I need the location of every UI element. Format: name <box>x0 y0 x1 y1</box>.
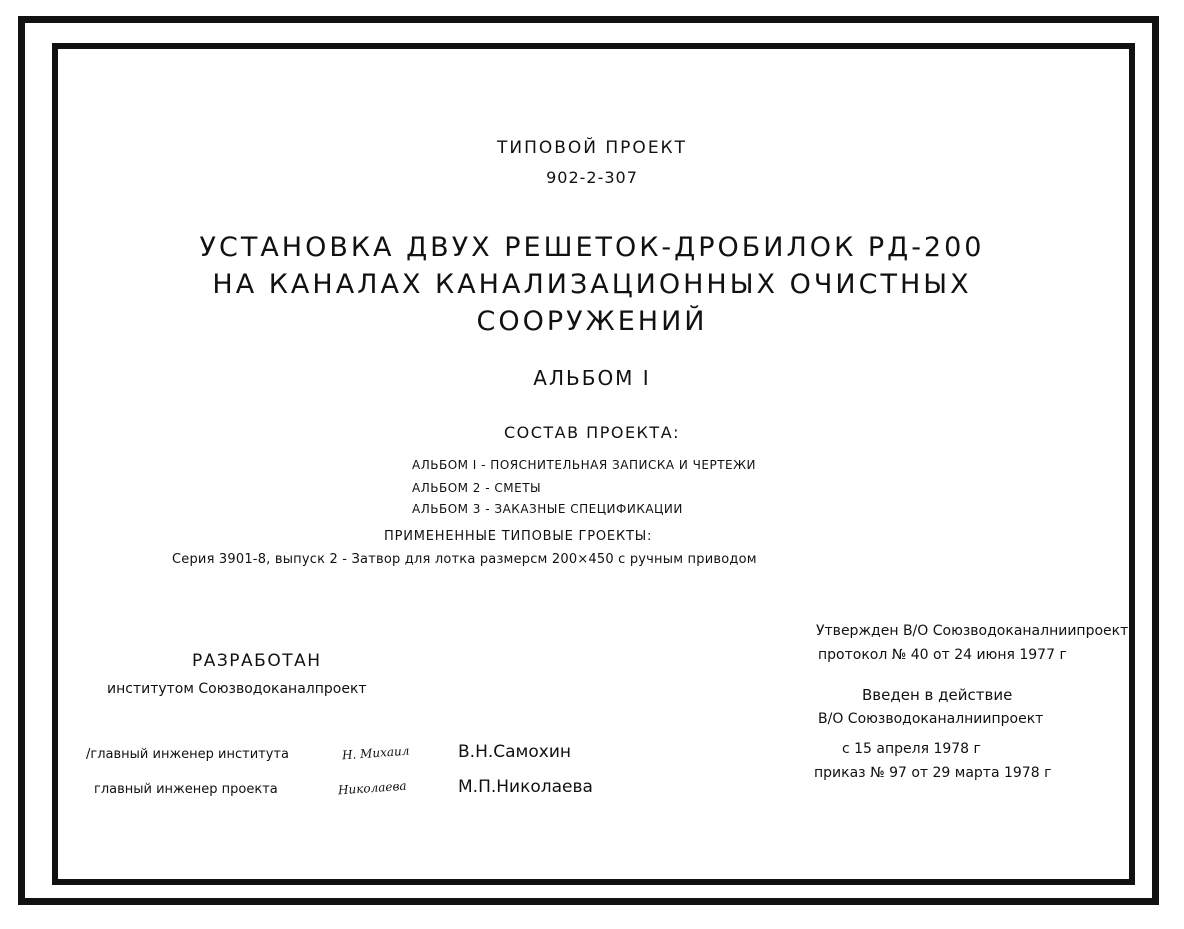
project-type: ТИПОВОЙ ПРОЕКТ <box>496 138 688 158</box>
developed-heading: РАЗРАБОТАН <box>192 651 322 671</box>
enactment-heading: Введен в действие <box>862 686 1013 704</box>
handwritten-signature: Николаева <box>337 778 408 798</box>
approval-line-1: Утвержден В/О Союзводоканалниипроект <box>816 623 1129 639</box>
handwritten-signature: Н. Михаил <box>341 743 410 763</box>
enactment-date: с 15 апреля 1978 г <box>842 741 981 757</box>
signature-name: В.Н.Самохин <box>458 742 571 762</box>
developed-by: институтом Союзводоканалпроект <box>107 681 367 697</box>
applied-series: Серия 3901-8, выпуск 2 - Затвор для лотка размерсм 200×450 с ручным приводом <box>172 552 757 567</box>
applied-heading: ПРИМЕНЕННЫЕ ТИПОВЫЕ ГРОЕКТЫ: <box>384 529 653 544</box>
title-line-2: НА КАНАЛАХ КАНАЛИЗАЦИОННЫХ ОЧИСТНЫХ <box>212 269 972 300</box>
composition-item: АЛЬБОМ I - ПОЯСНИТЕЛЬНАЯ ЗАПИСКА И ЧЕРТЕЖИ <box>412 458 757 472</box>
signature-role: /главный инженер института <box>86 747 289 762</box>
approval-line-2: протокол № 40 от 24 июня 1977 г <box>818 647 1067 663</box>
enactment-org: В/О Союзводоканалниипроект <box>818 711 1044 727</box>
composition-item: АЛЬБОМ 2 - СМЕТЫ <box>412 481 542 495</box>
album-label: АЛЬБОМ I <box>533 366 651 390</box>
enactment-order: приказ № 97 от 29 марта 1978 г <box>814 765 1052 781</box>
signature-name: М.П.Николаева <box>458 777 593 797</box>
project-number: 902-2-307 <box>546 168 638 187</box>
title-line-1: УСТАНОВКА ДВУХ РЕШЕТОК-ДРОБИЛОК РД-200 <box>199 232 985 263</box>
title-line-3: СООРУЖЕНИЙ <box>476 306 708 337</box>
composition-heading: СОСТАВ ПРОЕКТА: <box>503 423 681 442</box>
signature-role: главный инженер проекта <box>94 782 278 797</box>
composition-item: АЛЬБОМ 3 - ЗАКАЗНЫЕ СПЕЦИФИКАЦИИ <box>412 502 683 516</box>
